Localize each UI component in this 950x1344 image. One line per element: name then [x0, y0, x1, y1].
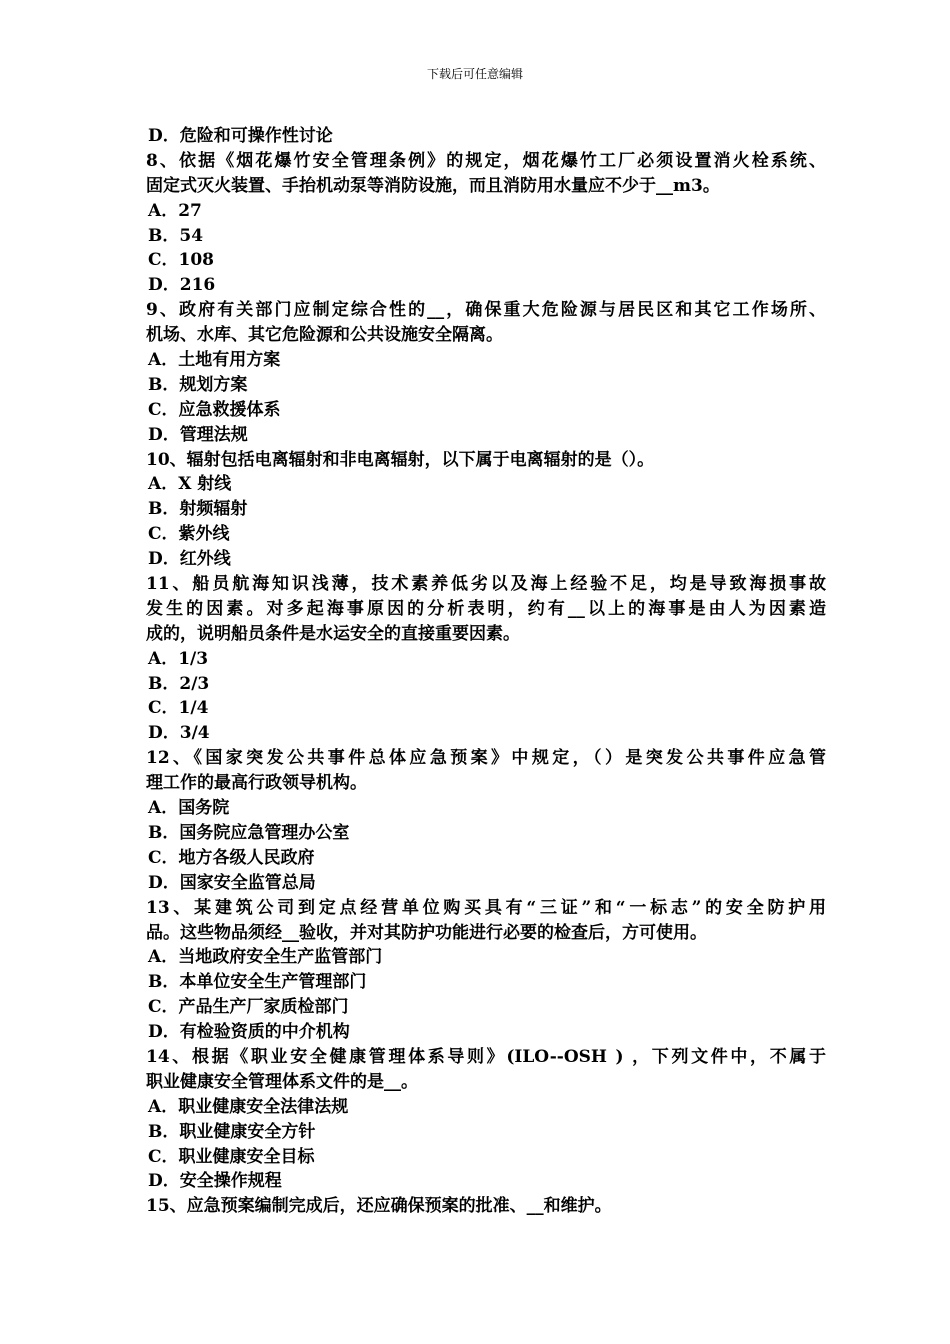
answer-option: D．安全操作规程	[148, 1171, 282, 1192]
answer-option: A．职业健康安全法律法规	[148, 1096, 349, 1117]
question-text: 11、船员航海知识浅薄，技术素养低劣以及海上经验不足，均是导致海损事故	[146, 574, 826, 595]
question-text: 12、《国家突发公共事件总体应急预案》中规定，（）是突发公共事件应急管	[146, 748, 826, 769]
answer-option: D．有检验资质的中介机构	[148, 1022, 350, 1043]
answer-option: B．本单位安全生产管理部门	[148, 972, 367, 993]
answer-option: A．当地政府安全生产监管部门	[148, 947, 383, 968]
answer-option: D．管理法规	[148, 424, 248, 445]
question-text: 机场、水库、其它危险源和公共设施安全隔离。	[146, 325, 503, 346]
question-text: 理工作的最高行政领导机构。	[146, 773, 367, 794]
answer-option: C．1/4	[148, 698, 209, 719]
question-text: 14、根据《职业安全健康管理体系导则》(ILO--OSH ) ，下列文件中，不属于	[146, 1046, 826, 1067]
question-text: 13、某建筑公司到定点经营单位购买具有“三证”和“一标志”的安全防护用	[146, 897, 826, 918]
answer-option: B．国务院应急管理办公室	[148, 822, 350, 843]
question-text: 发生的因素。对多起海事原因的分析表明，约有__以上的海事是由人为因素造	[146, 598, 826, 619]
answer-option: A．X 射线	[148, 474, 232, 495]
answer-option: C．职业健康安全目标	[148, 1146, 315, 1167]
answer-option: B．职业健康安全方针	[148, 1121, 316, 1142]
answer-option: B．54	[148, 225, 204, 246]
answer-option: C．应急救援体系	[148, 399, 281, 420]
question-text: 固定式灭火装置、手抬机动泵等消防设施，而且消防用水量应不少于__m3。	[146, 175, 720, 196]
document-body	[146, 124, 826, 1219]
answer-option: A．1/3	[148, 648, 209, 669]
answer-option: D．危险和可操作性讨论	[148, 126, 333, 146]
answer-option: A．国务院	[148, 798, 230, 819]
answer-option: A．土地有用方案	[148, 350, 281, 371]
question-text: 9、政府有关部门应制定综合性的__，确保重大危险源与居民区和其它工作场所、	[146, 300, 826, 321]
answer-option: C．产品生产厂家质检部门	[148, 997, 349, 1018]
question-text: 成的，说明船员条件是水运安全的直接重要因素。	[146, 623, 520, 644]
answer-option: B．2/3	[148, 673, 210, 694]
answer-option: B．射频辐射	[148, 499, 248, 520]
answer-option: A．27	[148, 200, 202, 221]
question-text: 8、依据《烟花爆竹安全管理条例》的规定，烟花爆竹工厂必须设置消火栓系统、	[146, 150, 826, 171]
answer-option: C．地方各级人民政府	[148, 847, 315, 868]
answer-option: C．108	[148, 250, 215, 271]
page-header: 下载后可任意编辑	[426, 67, 523, 81]
answer-option: D．国家安全监管总局	[148, 872, 316, 893]
answer-option: D．3/4	[148, 723, 210, 744]
question-text: 职业健康安全管理体系文件的是__。	[146, 1071, 418, 1092]
answer-option: C．紫外线	[148, 524, 230, 545]
question-text: 15、应急预案编制完成后，还应确保预案的批准、__和维护。	[146, 1196, 612, 1217]
answer-option: D．红外线	[148, 549, 231, 570]
answer-option: B．规划方案	[148, 374, 248, 395]
answer-option: D．216	[148, 275, 216, 296]
question-text: 品。这些物品须经__验收，并对其防护功能进行必要的检查后，方可使用。	[146, 922, 707, 943]
question-text: 10、辐射包括电离辐射和非电离辐射，以下属于电离辐射的是（）。	[146, 449, 655, 470]
